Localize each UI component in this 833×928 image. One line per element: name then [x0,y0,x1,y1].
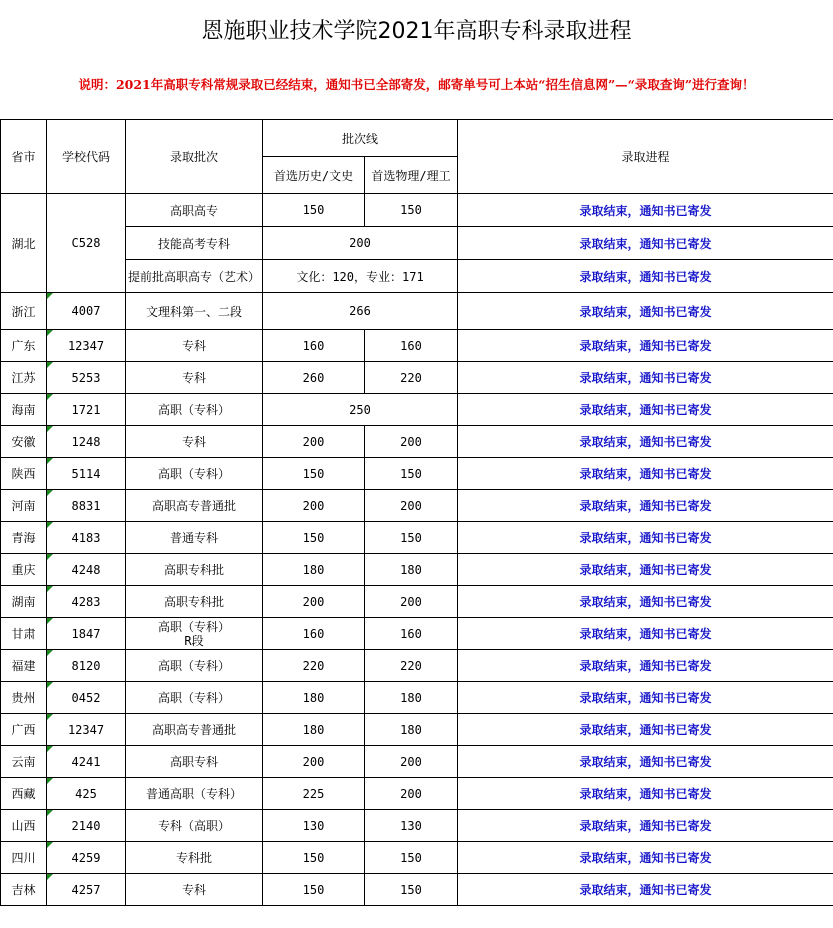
status-cell: 录取结束，通知书已寄发 [458,810,833,842]
physics-line-cell: 200 [365,778,458,810]
history-line-cell: 160 [263,330,365,362]
physics-line-cell: 160 [365,618,458,650]
province-cell: 贵州 [1,682,47,714]
batch-line-cell: 文化：120，专业：171 [263,260,458,293]
table-row [1,260,833,293]
school-code-cell: 1721 [47,394,126,426]
history-line-cell: 130 [263,810,365,842]
status-cell: 录取结束，通知书已寄发 [458,522,833,554]
table-row [1,362,833,394]
header-progress: 录取进程 [458,120,833,194]
history-line-cell: 150 [263,842,365,874]
table-row [1,586,833,618]
school-code-cell: 5114 [47,458,126,490]
physics-line-cell: 150 [365,194,458,227]
school-code-cell: 1248 [47,426,126,458]
school-code-cell: 4007 [47,293,126,330]
batch-cell: 提前批高职高专（艺术） [126,260,263,293]
physics-line-cell: 200 [365,490,458,522]
school-code-cell: 2140 [47,810,126,842]
status-cell: 录取结束，通知书已寄发 [458,458,833,490]
notice-text: 说明：2021年高职专科常规录取已经结束，通知书已全部寄发，邮寄单号可上本站“招生信息网”—“录取查询”进行查询！ [78,77,755,92]
table-row [1,618,833,650]
physics-line-cell: 220 [365,362,458,394]
school-code-cell: 4248 [47,554,126,586]
school-code-cell: 8120 [47,650,126,682]
history-line-cell: 150 [263,874,365,906]
batch-cell: 专科 [126,362,263,394]
status-cell: 录取结束，通知书已寄发 [458,874,833,906]
status-cell: 录取结束，通知书已寄发 [458,554,833,586]
batch-cell: 高职专科 [126,746,263,778]
province-cell: 浙江 [1,293,47,330]
province-cell: 河南 [1,490,47,522]
physics-line-cell: 200 [365,746,458,778]
status-cell: 录取结束，通知书已寄发 [458,426,833,458]
history-line-cell: 260 [263,362,365,394]
school-code-cell: 4257 [47,874,126,906]
school-code-cell: 4241 [47,746,126,778]
table-row [1,714,833,746]
batch-cell: 高职高专 [126,194,263,227]
header-physics: 首选物理/理工 [365,157,458,194]
status-cell: 录取结束，通知书已寄发 [458,586,833,618]
table-row [1,682,833,714]
physics-line-cell: 220 [365,650,458,682]
history-line-cell: 150 [263,522,365,554]
province-cell: 江苏 [1,362,47,394]
history-line-cell: 200 [263,490,365,522]
physics-line-cell: 180 [365,554,458,586]
history-line-cell: 200 [263,746,365,778]
school-code-cell: 4259 [47,842,126,874]
table-row [1,330,833,362]
province-cell: 四川 [1,842,47,874]
status-cell: 录取结束，通知书已寄发 [458,330,833,362]
batch-cell: 技能高考专科 [126,227,263,260]
table-row [1,554,833,586]
status-cell: 录取结束，通知书已寄发 [458,194,833,227]
school-code-cell: C528 [47,194,126,293]
physics-line-cell: 130 [365,810,458,842]
province-cell: 广西 [1,714,47,746]
batch-line-cell: 250 [263,394,458,426]
province-cell: 安徽 [1,426,47,458]
table-row [1,490,833,522]
province-cell: 山西 [1,810,47,842]
batch-cell: 高职高专普通批 [126,490,263,522]
table-row [1,458,833,490]
header-batch: 录取批次 [126,120,263,194]
province-cell: 西藏 [1,778,47,810]
table-row [1,426,833,458]
status-cell: 录取结束，通知书已寄发 [458,650,833,682]
batch-line-cell: 266 [263,293,458,330]
school-code-cell: 4283 [47,586,126,618]
status-cell: 录取结束，通知书已寄发 [458,490,833,522]
physics-line-cell: 180 [365,682,458,714]
physics-line-cell: 200 [365,586,458,618]
province-cell: 海南 [1,394,47,426]
status-cell: 录取结束，通知书已寄发 [458,714,833,746]
status-cell: 录取结束，通知书已寄发 [458,842,833,874]
header-row [1,120,833,157]
table-row [1,293,833,330]
history-line-cell: 150 [263,458,365,490]
school-code-cell: 425 [47,778,126,810]
table-row [1,746,833,778]
header-school-code: 学校代码 [47,120,126,194]
province-cell: 湖南 [1,586,47,618]
status-cell: 录取结束，通知书已寄发 [458,394,833,426]
header-province: 省市 [1,120,47,194]
province-cell: 陕西 [1,458,47,490]
table-row [1,394,833,426]
province-cell: 湖北 [1,194,47,293]
table-row [1,874,833,906]
physics-line-cell: 150 [365,842,458,874]
table-row [1,194,833,227]
batch-cell: 高职专科批 [126,586,263,618]
table-row [1,522,833,554]
table-row [1,650,833,682]
table-row [1,810,833,842]
batch-cell: 普通高职（专科） [126,778,263,810]
province-cell: 青海 [1,522,47,554]
province-cell: 吉林 [1,874,47,906]
admission-table [0,119,833,906]
table-row [1,842,833,874]
history-line-cell: 220 [263,650,365,682]
physics-line-cell: 160 [365,330,458,362]
history-line-cell: 180 [263,554,365,586]
batch-cell: 高职高专普通批 [126,714,263,746]
batch-cell: 专科（高职） [126,810,263,842]
batch-cell: 高职（专科） [126,394,263,426]
school-code-cell: 12347 [47,330,126,362]
history-line-cell: 200 [263,586,365,618]
status-cell: 录取结束，通知书已寄发 [458,260,833,293]
physics-line-cell: 150 [365,458,458,490]
history-line-cell: 225 [263,778,365,810]
status-cell: 录取结束，通知书已寄发 [458,682,833,714]
batch-cell: 文理科第一、二段 [126,293,263,330]
page-title: 恩施职业技术学院2021年高职专科录取进程 [201,19,632,44]
status-cell: 录取结束，通知书已寄发 [458,618,833,650]
physics-line-cell: 150 [365,522,458,554]
province-cell: 甘肃 [1,618,47,650]
batch-cell: 专科 [126,426,263,458]
table-row [1,227,833,260]
status-cell: 录取结束，通知书已寄发 [458,746,833,778]
batch-cell: 专科 [126,874,263,906]
physics-line-cell: 200 [365,426,458,458]
history-line-cell: 160 [263,618,365,650]
status-cell: 录取结束，通知书已寄发 [458,778,833,810]
physics-line-cell: 150 [365,874,458,906]
school-code-cell: 8831 [47,490,126,522]
history-line-cell: 150 [263,194,365,227]
batch-cell: 专科 [126,330,263,362]
batch-line-cell: 200 [263,227,458,260]
school-code-cell: 5253 [47,362,126,394]
batch-cell: 专科批 [126,842,263,874]
status-cell: 录取结束，通知书已寄发 [458,227,833,260]
history-line-cell: 200 [263,426,365,458]
history-line-cell: 180 [263,714,365,746]
physics-line-cell: 180 [365,714,458,746]
batch-cell: 高职（专科） R段 [126,618,263,650]
table-row [1,778,833,810]
province-cell: 重庆 [1,554,47,586]
status-cell: 录取结束，通知书已寄发 [458,293,833,330]
status-cell: 录取结束，通知书已寄发 [458,362,833,394]
school-code-cell: 0452 [47,682,126,714]
province-cell: 云南 [1,746,47,778]
school-code-cell: 4183 [47,522,126,554]
batch-cell: 普通专科 [126,522,263,554]
history-line-cell: 180 [263,682,365,714]
batch-cell: 高职专科批 [126,554,263,586]
header-batch-line: 批次线 [263,120,458,157]
header-history: 首选历史/文史 [263,157,365,194]
province-cell: 福建 [1,650,47,682]
batch-cell: 高职（专科） [126,682,263,714]
batch-cell: 高职（专科） [126,458,263,490]
province-cell: 广东 [1,330,47,362]
school-code-cell: 1847 [47,618,126,650]
batch-cell: 高职（专科） [126,650,263,682]
school-code-cell: 12347 [47,714,126,746]
